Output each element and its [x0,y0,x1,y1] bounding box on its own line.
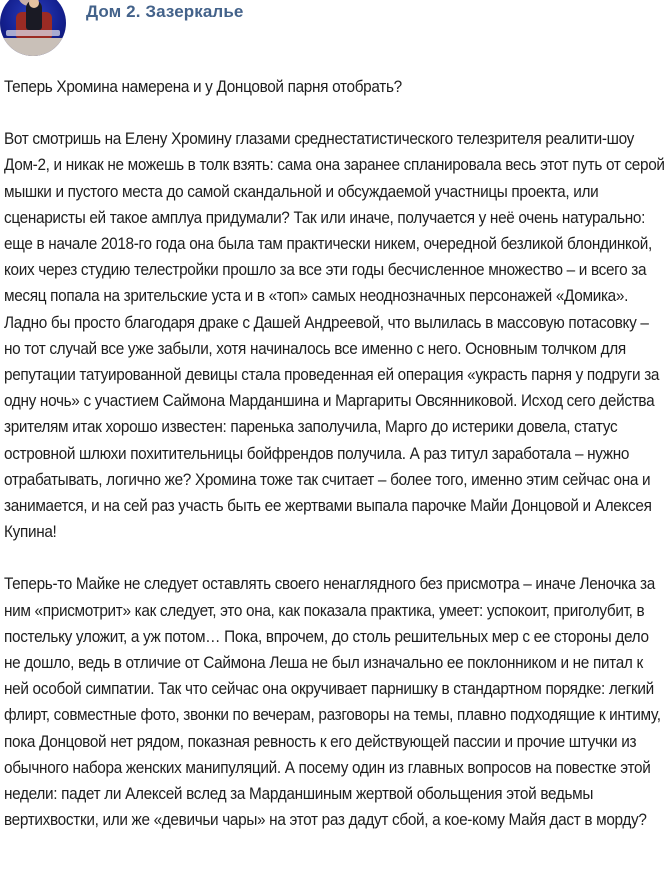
avatar-image-floor [0,38,66,56]
post-header [0,0,670,60]
post-body [4,74,666,859]
channel-name-link[interactable]: Дом 2. Зазеркалье [86,2,244,21]
post-paragraph: Теперь-то Майке не следует оставлять своего ненаглядного без присмотра – иначе Леночка за ним «присмотрит» как следует, это она, как показала практика, умеет: успокоит, приголубит, в постельку уложит, а уж потом… Пока, впрочем, до столь решительных мер с ее стороны дело не дошло, ведь в отличие от Саймона Леша не был изначально ее поклонником и не питал к ней особой симпатии. Так что сейчас она окручивает парнишку в стандартном порядке: легкий флирт, совместные фото, звонки по вечерам, разговоры на темы, плавно подходящие к интиму, пока Донцовой нет рядом, показная ревность к его действующей пассии и прочие штучки из обычного набора женских манипуляций. А посему один из главных вопросов на повестке этой недели: падет ли Алексей вслед за Марданшиным жертвой обольщения этой ведьмы вертихвостки, или же «девичьи чары» на этот раз дадут сбой, а кое-кому Майя даст в морду? [4,575,661,830]
post-paragraph-headline: Теперь Хромина намерена и у Донцовой парня отобрать? [4,78,402,96]
post-paragraph: Вот смотришь на Елену Хромину глазами среднестатистического телезрителя реалити-шоу Дом-2, и никак не можешь в толк взять: сама она заранее спланировала весь этот путь от серой мышки и пустого места до самой скандальной и обсуждаемой участницы проекта, или сценаристы ей такое амплуа придумали? Так или иначе, получается у неё очень натурально: еще в начале 2018-го года она была там практически никем, очередной безликой блондинкой, коих через студию телестройки прошло за все эти годы бесчисленное множество – и всего за месяц попала на зрительские уста и в «топ» самых неоднозначных персонажей «Домика». Ладно бы просто благодаря драке с Дашей Андреевой, что вылилась в массовую потасовку – но тот случай все уже забыли, хотя начиналось все именно с него. Основным толчком для репутации татуированной девицы стала проведенная ей операция «украсть парня у подруги за одну ночь» с участием Саймона Марданшина и Маргариты Овсянниковой. Исход сего действа зрителям итак хорошо известен: паренька заполучила, Марго до истерики довела, статус островной шлюхи похитительницы бойфрендов получила. А раз титул заработала – нужно отрабатывать, логично же? Хромина тоже так считает – более того, именно этим сейчас она и занимается, и на сей раз участь быть ее жертвами выпала парочке Майи Донцовой и Алексея Купина! [4,130,665,542]
avatar-image-caption [6,30,60,36]
channel-avatar[interactable] [0,0,66,56]
